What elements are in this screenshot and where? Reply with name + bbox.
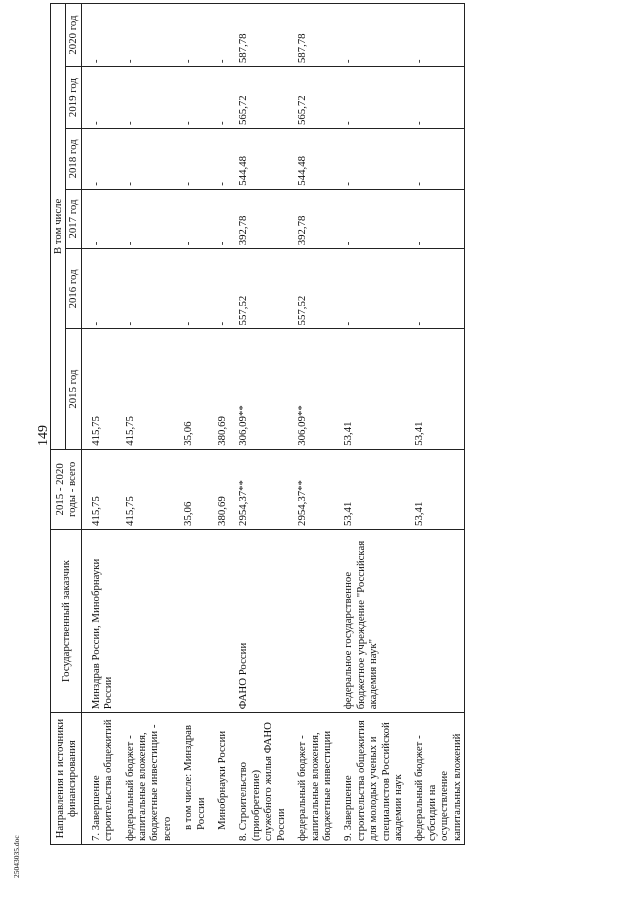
table-row [81, 4, 115, 845]
footer-filename: 25043035.doc [12, 835, 21, 878]
row-customer: ФАНО России [229, 529, 288, 712]
row-customer [288, 529, 334, 712]
row-year-value: - [208, 249, 229, 329]
row-customer [405, 529, 464, 712]
row-year-value: - [208, 67, 229, 129]
row-year-value: 380,69 [208, 329, 229, 449]
row-name: федеральный бюджет - капитальные вложения, бюджетные инвестиции [288, 713, 334, 845]
row-year-value: - [174, 67, 208, 129]
row-total: 2954,37** [229, 449, 288, 529]
row-year-value: 53,41 [405, 329, 464, 449]
header-customer: Государственный заказчик [51, 529, 82, 712]
row-year-value: 306,09** [288, 329, 334, 449]
row-year-value: - [81, 4, 115, 67]
row-year-value: - [81, 67, 115, 129]
row-year-value: 557,52 [288, 249, 334, 329]
row-name: 7. Завершение строительства общежитий [81, 713, 115, 845]
row-year-value: - [174, 4, 208, 67]
header-direction: Направления и источники финансирования [51, 713, 82, 845]
row-year-value: - [334, 189, 405, 249]
table-row [208, 4, 229, 845]
row-year-value: - [405, 249, 464, 329]
row-year-value: - [81, 189, 115, 249]
row-year-value: - [116, 4, 175, 67]
row-total: 53,41 [405, 449, 464, 529]
row-year-value: 565,72 [288, 67, 334, 129]
row-name: федеральный бюджет - капитальные вложения, бюджетные инвестиции - всего [116, 713, 175, 845]
table-row [334, 4, 405, 845]
row-name: Минобрнауки России [208, 713, 229, 845]
table-row [174, 4, 208, 845]
row-year-value: - [174, 128, 208, 189]
table-row [116, 4, 175, 845]
row-year-value: 587,78 [288, 4, 334, 67]
row-year-value: - [116, 128, 175, 189]
row-year-value: 53,41 [334, 329, 405, 449]
row-year-value: 35,06 [174, 329, 208, 449]
row-year-value: - [116, 189, 175, 249]
row-year-value: - [405, 67, 464, 129]
header-total: 2015 - 2020 годы - всего [51, 449, 82, 529]
row-customer [116, 529, 175, 712]
row-total: 53,41 [334, 449, 405, 529]
row-year-value: - [208, 128, 229, 189]
header-year: 2018 год [66, 128, 81, 189]
row-year-value: - [81, 249, 115, 329]
header-year: 2017 год [66, 189, 81, 249]
header-year: 2019 год [66, 67, 81, 129]
row-total: 35,06 [174, 449, 208, 529]
row-year-value: 544,48 [288, 128, 334, 189]
row-year-value: - [208, 189, 229, 249]
row-year-value: - [208, 4, 229, 67]
row-year-value: - [334, 67, 405, 129]
row-year-value: - [116, 249, 175, 329]
row-year-value: 544,48 [229, 128, 288, 189]
row-year-value: - [334, 128, 405, 189]
row-total: 415,75 [81, 449, 115, 529]
row-year-value: 415,75 [81, 329, 115, 449]
row-year-value: - [405, 128, 464, 189]
row-year-value: 587,78 [229, 4, 288, 67]
row-year-value: - [81, 128, 115, 189]
row-year-value: 392,78 [288, 189, 334, 249]
header-year: 2020 год [66, 4, 81, 67]
row-year-value: - [405, 189, 464, 249]
row-customer [174, 529, 208, 712]
row-name: в том числе: Минздрав России [174, 713, 208, 845]
financing-table [50, 3, 465, 845]
row-year-value: - [334, 4, 405, 67]
row-name: 8. Строительство (приобретение) служебного жилья ФАНО России [229, 713, 288, 845]
row-customer: федеральное государственное бюджетное учреждение "Российская академия наук" [334, 529, 405, 712]
row-total: 2954,37** [288, 449, 334, 529]
table-row [229, 4, 288, 845]
row-year-value: - [334, 249, 405, 329]
row-year-value: 415,75 [116, 329, 175, 449]
row-customer: Минздрав России, Минобрнауки России [81, 529, 115, 712]
row-year-value: 392,78 [229, 189, 288, 249]
row-year-value: 565,72 [229, 67, 288, 129]
header-including: В том числе [51, 4, 66, 450]
row-name: 9. Завершение строительства общежития для молодых ученых и специалистов Российской академии наук [334, 713, 405, 845]
row-year-value: - [116, 67, 175, 129]
row-customer [208, 529, 229, 712]
row-year-value: 306,09** [229, 329, 288, 449]
row-total: 380,69 [208, 449, 229, 529]
header-year: 2015 год [66, 329, 81, 449]
row-year-value: 557,52 [229, 249, 288, 329]
row-total: 415,75 [116, 449, 175, 529]
table-row [288, 4, 334, 845]
rotated-table-area [50, 0, 610, 845]
row-year-value: - [174, 249, 208, 329]
row-year-value: - [405, 4, 464, 67]
row-year-value: - [174, 189, 208, 249]
header-year: 2016 год [66, 249, 81, 329]
page-number: 149 [36, 425, 51, 446]
table-row [405, 4, 464, 845]
row-name: федеральный бюджет - субсидии на осуществление капитальных вложений [405, 713, 464, 845]
